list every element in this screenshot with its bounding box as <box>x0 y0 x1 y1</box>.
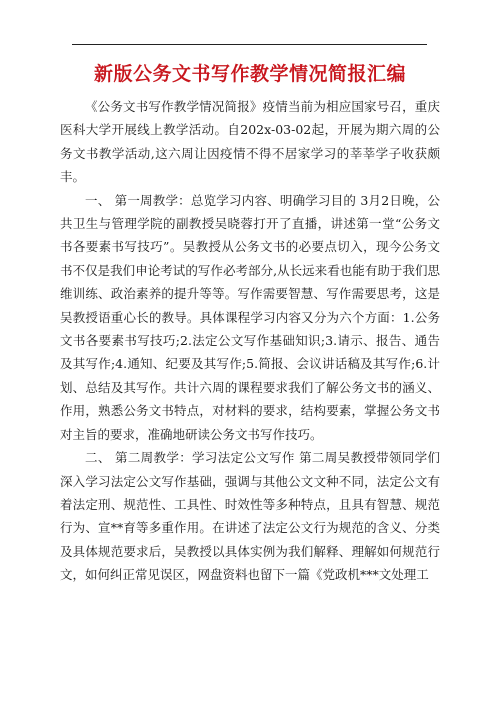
header-rule <box>72 44 427 45</box>
document-body <box>60 95 440 587</box>
document-title: 新版公务文书写作教学情况简报汇编 <box>93 63 406 85</box>
paragraph-week-1: 一、 第一周教学：总览学习内容、明确学习目的 3月2日晚，公共卫生与管理学院的副教授吴晓蓉打开了直播，讲述第一堂“公务文书各要素书写技巧”。吴教授从公务文书的必要点切入，现今公务文书不仅是我们申论考试的写作必考部分,从长远来看也能有助于我们思维训练、政治素养的提升等等。写作需要智慧、写作需要思考，这是吴教授语重心长的教导。具体课程学习内容又分为六个方面：1.公务文书各要素书写技巧;2.法定公文写作基础知识;3.请示、报告、通告及其写作;4.通知、纪要及其写作;5.简报、会议讲话稿及其写作;6.计划、总结及其写作。共计六周的课程要求我们了解公务文书的涵义、作用，熟悉公务文书特点，对材料的要求，结构要素，掌握公务文书对主旨的要求，准确地研读公务文书写作技巧。 <box>60 192 440 442</box>
paragraph-intro: 《公务文书写作教学情况简报》疫情当前为相应国家号召，重庆医科大学开展线上教学活动。自202x-03-02起，开展为期六周的公务文书教学活动,这六周让因疫情不得不居家学习的莘莘学子收获颇丰。 <box>60 99 440 185</box>
paragraph-week-2: 二、 第二周教学：学习法定公文写作 第二周吴教授带领同学们深入学习法定公文写作基础，强调与其他公文文种不同，法定公文有着法定刑、规范性、工具性、时效性等多种特点，且具有智慧、规范行为、宣**育等多重作用。在讲述了法定公文行为规范的含义、分类及具体规范要求后，吴教授以具体实例为我们解释、理解如何规范行文，如何纠正常见误区，网盘资料也留下一篇《党政机***文处理工 <box>60 450 440 583</box>
